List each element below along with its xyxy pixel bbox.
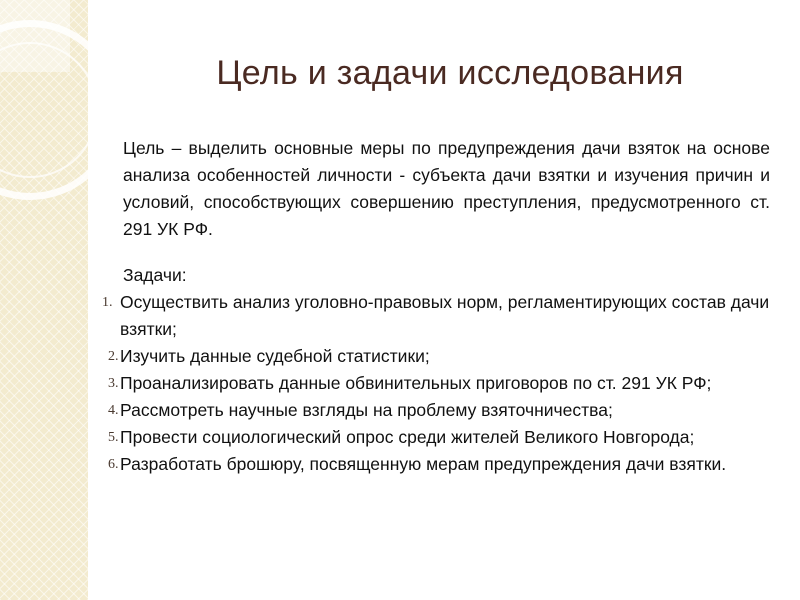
task-item <box>108 370 776 397</box>
task-text: Рассмотреть научные взгляды на проблему взяточничества; <box>120 400 613 420</box>
tasks-heading: Задачи: <box>123 265 187 285</box>
goal-paragraph: Цель – выделить основные меры по предупреждения дачи взяток на основе анализа особенностей личности - субъекта дачи взятки и изучения причин и условий, способствующих совершению преступления, предусмотренного ст. 291 УК РФ. <box>123 138 770 239</box>
task-text: Осуществить анализ уголовно-правовых норм, регламентирующих состав дачи взятки; <box>120 292 770 339</box>
task-number: 3. <box>108 376 119 391</box>
task-item <box>108 451 776 478</box>
task-list <box>102 289 776 478</box>
decorative-inner-ring <box>0 42 88 178</box>
task-number: 1. <box>102 295 113 310</box>
task-text: Проанализировать данные обвинительных приговоров по ст. 291 УК РФ; <box>120 373 712 393</box>
task-number: 4. <box>108 403 119 418</box>
slide-title: Цель и задачи исследования <box>216 54 684 92</box>
task-text: Изучить данные судебной статистики; <box>120 346 430 366</box>
task-number: 6. <box>108 457 119 472</box>
task-number: 5. <box>108 430 119 445</box>
task-number: 2. <box>108 349 119 364</box>
task-item <box>102 289 776 343</box>
decorative-side-band <box>0 0 88 600</box>
task-item <box>108 343 776 370</box>
task-text: Провести социологический опрос среди жителей Великого Новгорода; <box>120 427 695 447</box>
task-text: Разработать брошюру, посвященную мерам предупреждения дачи взятки. <box>120 454 727 474</box>
task-item <box>108 424 776 451</box>
task-item <box>108 397 776 424</box>
